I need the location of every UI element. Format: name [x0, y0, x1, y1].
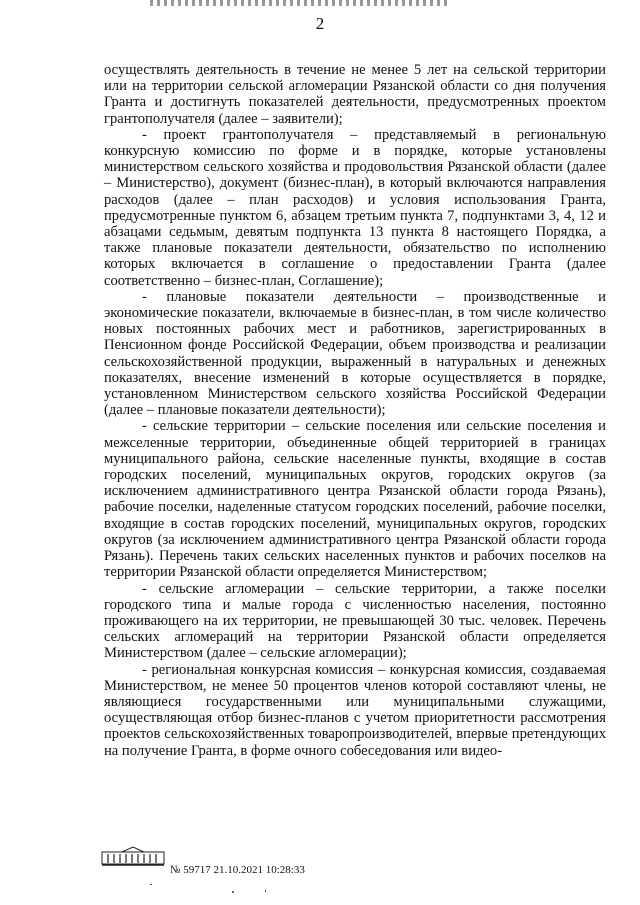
paragraph-rural-agglomerations: - сельские агломерации – сельские территории, а также поселки городского типа и малые города с численностью населения, постоянно проживающего на их территории, не превышающей 30 тыс. человек. Перечень сельских агломераций на территории Рязанской области определяется Министерством (далее – сельские агломерации);	[104, 580, 606, 662]
scan-speck	[150, 884, 152, 885]
scan-artifact-top	[150, 0, 450, 6]
page-number: 2	[315, 14, 325, 33]
paragraph-applicants: осуществлять деятельность в течение не менее 5 лет на сельской территории или на территории сельской агломерации Рязанской области со дня получения Гранта и достигнуть показателей деятельности, предусмотренных проектом грантополучателя (далее – заявители);	[104, 62, 606, 127]
paragraph-planned-indicators: - плановые показатели деятельности – производственные и экономические показатели, включаемые в бизнес-план, в том числе количество новых постоянных рабочих мест и работников, зарегистрированных в Пенсионном фонде Российской Федерации, объем производства и реализации сельскохозяйственной продукции, выраженный в натуральных и денежных показателях, внесение изменений в которые осуществляется в порядке, установленном Министерством сельского хозяйства Российской Федерации (далее – плановые показатели деятельности);	[104, 288, 606, 419]
document-body	[104, 62, 606, 759]
registration-stamp: № 59717 21.10.2021 10:28:33	[170, 864, 305, 876]
paragraph-competition-commission: - региональная конкурсная комиссия – конкурсная комиссия, создаваемая Министерством, не менее 50 процентов членов которой составляют члены, не являющиеся государственными или муниципальными служащими, осуществляющая отбор бизнес-планов с учетом приоритетности рассмотрения проектов сельскохозяйственных товаропроизводителей, впервые претендующих на получение Гранта, в форме очного собеседования или видео-	[104, 661, 606, 759]
building-stamp-icon	[100, 846, 166, 866]
scan-speck	[265, 890, 266, 892]
paragraph-rural-territories: - сельские территории – сельские поселения или сельские поселения и межселенные территории, объединенные общей территорией в границах муниципального района, сельские населенные пункты, входящие в состав городских поселений, муниципальных округов, городских округов (за исключением административного центра Рязанской области города Рязань), рабочие поселки, наделенные статусом городских поселений, рабочие поселки, входящие в состав городских поселений, муниципальных округов, городских округов (за исключением административного центра Рязанской области города Рязань). Перечень таких сельских населенных пунктов и рабочих поселков на территории Рязанской области определяется Министерством;	[104, 418, 606, 581]
paragraph-project-definition: - проект грантополучателя – представляемый в региональную конкурсную комиссию по форме и в порядке, которые установлены министерством сельского хозяйства и продовольствия Рязанской области (далее – Министерство), документ (бизнес-план), в который включаются направления расходов (далее – план расходов) и условия использования Гранта, предусмотренные пунктом 6, абзацем третьим пункта 7, подпунктами 3, 4, 12 и абзацами седьмым, девятым подпункта 13 пункта 8 настоящего Порядка, а также плановые показатели деятельности, обязательство по исполнению которых включается в соглашение о предоставлении Гранта (далее соответственно – бизнес-план, Соглашение);	[104, 126, 606, 289]
scan-speck	[232, 891, 234, 893]
